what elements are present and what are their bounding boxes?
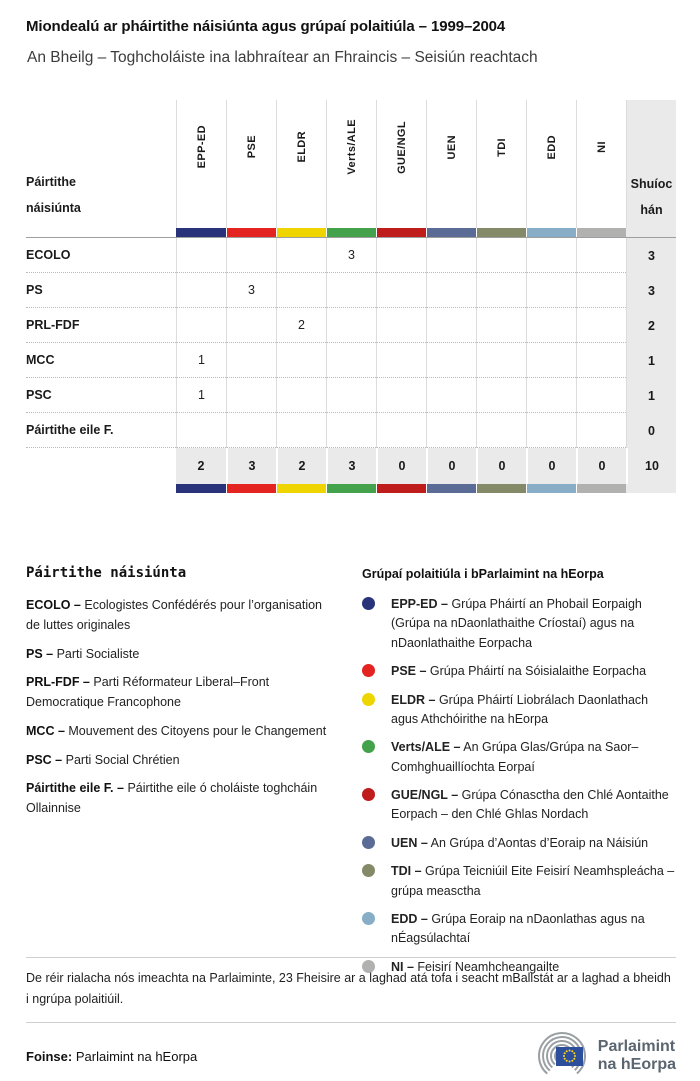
value-cell xyxy=(526,238,576,273)
page-subtitle: An Bheilg – Toghcholáiste ina labhraítear an Fhraincis – Seisiún reachtach xyxy=(27,49,538,66)
party-abbr: ECOLO – xyxy=(26,598,81,612)
party-abbr: Páirtithe eile F. – xyxy=(26,781,124,796)
table-body xyxy=(26,238,676,448)
legend-parties-title: Páirtithe náisiúnta xyxy=(26,565,187,581)
column-header-text: EDD xyxy=(545,134,558,160)
value-cell xyxy=(476,413,526,448)
group-desc: An Grúpa Glas/Grúpa na Saor–Comhghuaillíochta Eorpaí xyxy=(391,740,639,774)
value-cell: 1 xyxy=(176,343,226,378)
column-header-text: ELDR xyxy=(295,131,308,163)
group-total: 2 xyxy=(176,448,226,484)
column-header xyxy=(526,100,576,228)
party-desc: Parti Social Chrétien xyxy=(65,752,180,767)
party-name: ECOLO xyxy=(26,238,176,273)
seats-table xyxy=(26,100,676,493)
group-color-dot-icon xyxy=(362,788,375,801)
value-cell xyxy=(376,378,426,413)
value-cell xyxy=(226,308,276,343)
column-header-text: UEN xyxy=(445,134,458,160)
value-cell xyxy=(426,378,476,413)
value-cell xyxy=(476,273,526,308)
value-cell xyxy=(326,378,376,413)
group-color-bar xyxy=(176,228,226,237)
group-desc: Grúpa Teicniúil Eite Feisirí Neamhspleácha – grúpa measctha xyxy=(391,864,675,898)
page-title: Miondealú ar pháirtithe náisiúnta agus grúpaí polaitiúla – 1999–2004 xyxy=(26,18,506,35)
group-total: 3 xyxy=(226,448,276,484)
party-abbr: MCC – xyxy=(26,723,65,738)
legend-national-parties xyxy=(26,565,338,986)
group-desc: Grúpa Cónasctha den Chlé Aontaithe Eorpach – den Chlé Ghlas Nordach xyxy=(391,788,669,822)
value-cell xyxy=(526,308,576,343)
row-total: 2 xyxy=(626,308,676,343)
group-abbr: TDI – xyxy=(391,864,422,879)
group-total: 3 xyxy=(326,448,376,484)
party-name: PSC xyxy=(26,378,176,413)
party-desc: Parti Réformateur Liberal–Front Democratique Francophone xyxy=(26,675,270,709)
value-cell xyxy=(326,413,376,448)
value-cell xyxy=(576,273,626,308)
row-total: 1 xyxy=(626,378,676,413)
party-legend-item xyxy=(26,751,338,771)
group-abbr: PSE – xyxy=(391,664,427,679)
seats-column-bg xyxy=(626,484,676,493)
group-color-bar xyxy=(476,484,526,493)
european-parliament-logo xyxy=(526,1031,676,1081)
party-desc: Parti Socialiste xyxy=(56,646,140,661)
group-legend-item xyxy=(362,662,676,681)
value-cell xyxy=(276,378,326,413)
value-cell xyxy=(426,413,476,448)
column-header xyxy=(326,100,376,228)
parliament-logo-text: Parlaimint na hEorpa xyxy=(597,1037,676,1074)
value-cell xyxy=(226,413,276,448)
row-total: 3 xyxy=(626,273,676,308)
party-abbr: PS – xyxy=(26,646,54,661)
group-color-bar xyxy=(576,228,626,237)
value-cell xyxy=(576,308,626,343)
group-desc: Grúpa Pháirtí na Sóisialaithe Eorpacha xyxy=(429,664,647,679)
value-cell xyxy=(226,343,276,378)
value-cell xyxy=(426,238,476,273)
group-total: 0 xyxy=(526,448,576,484)
group-total: 0 xyxy=(576,448,626,484)
group-color-dot-icon xyxy=(362,693,375,706)
group-abbr: EDD – xyxy=(391,911,428,926)
group-color-dot-icon xyxy=(362,740,375,753)
value-cell xyxy=(476,343,526,378)
group-desc: An Grúpa d’Aontas d’Eoraip na Náisiún xyxy=(430,835,649,850)
value-cell: 1 xyxy=(176,378,226,413)
group-legend-item xyxy=(362,862,676,901)
row-header-label xyxy=(26,100,176,228)
column-header-text: EPP-ED xyxy=(195,125,208,169)
footnote: De réir rialacha nós imeachta na Parlaiminte, 23 Fheisire ar a laghad atá tofa i seacht mBallstát ar a laghad a bheidh i ngrúpa polaitiúil. xyxy=(26,971,671,1006)
group-color-dot-icon xyxy=(362,836,375,849)
value-cell xyxy=(176,238,226,273)
value-cell xyxy=(326,273,376,308)
value-cell: 3 xyxy=(326,238,376,273)
group-color-bar xyxy=(426,228,476,237)
table-header-row xyxy=(26,100,676,228)
party-name: PS xyxy=(26,273,176,308)
party-abbr: PRL-FDF – xyxy=(26,675,90,690)
table-row xyxy=(26,378,676,413)
value-cell xyxy=(526,413,576,448)
value-cell xyxy=(176,413,226,448)
party-name: MCC xyxy=(26,343,176,378)
group-color-bar xyxy=(426,484,476,493)
party-desc: Mouvement des Citoyens pour le Changement xyxy=(68,723,327,738)
bar-row-spacer xyxy=(26,484,176,493)
row-total: 0 xyxy=(626,413,676,448)
row-header-label-text: Páirtithe náisiúnta xyxy=(26,175,81,215)
value-cell xyxy=(426,273,476,308)
group-color-bar xyxy=(376,228,426,237)
group-color-dot-icon xyxy=(362,597,375,610)
totals-row-spacer xyxy=(26,448,176,484)
divider xyxy=(26,1022,676,1023)
group-abbr: Verts/ALE – xyxy=(391,740,461,755)
column-header xyxy=(276,100,326,228)
value-cell xyxy=(476,238,526,273)
value-cell xyxy=(526,378,576,413)
column-header-text: NI xyxy=(595,141,608,153)
party-legend-item xyxy=(26,645,338,665)
seats-column-bg xyxy=(626,228,676,237)
grand-total: 10 xyxy=(626,448,676,484)
value-cell: 3 xyxy=(226,273,276,308)
group-color-bar-row xyxy=(26,228,676,238)
group-desc: Grúpa Pháirtí Liobrálach Daonlathach agus Athchóirithe na hEorpa xyxy=(391,692,649,726)
source-label: Foinse: xyxy=(26,1048,73,1064)
group-color-bar xyxy=(326,484,376,493)
column-header xyxy=(376,100,426,228)
group-total: 0 xyxy=(426,448,476,484)
seats-column-header xyxy=(626,100,676,228)
column-header xyxy=(176,100,226,228)
value-cell xyxy=(226,378,276,413)
value-cell xyxy=(526,273,576,308)
group-abbr: EPP-ED – xyxy=(391,597,448,611)
value-cell xyxy=(376,238,426,273)
group-desc: Grúpa Eoraip na nDaonlathas agus na nÉagsúlachtaí xyxy=(391,911,645,946)
group-abbr: UEN – xyxy=(391,835,428,850)
value-cell xyxy=(576,343,626,378)
column-header-text: GUE/NGL xyxy=(395,120,408,174)
parliament-hemicycle-icon xyxy=(526,1031,588,1081)
group-legend-item xyxy=(362,738,676,777)
group-color-bar xyxy=(576,484,626,493)
column-header xyxy=(476,100,526,228)
value-cell xyxy=(276,273,326,308)
value-cell xyxy=(376,308,426,343)
group-total: 2 xyxy=(276,448,326,484)
party-name: PRL-FDF xyxy=(26,308,176,343)
group-total: 0 xyxy=(476,448,526,484)
value-cell xyxy=(326,308,376,343)
group-abbr: NI – xyxy=(391,959,414,974)
source-line xyxy=(26,1049,197,1064)
value-cell xyxy=(176,308,226,343)
legend xyxy=(26,565,676,986)
value-cell xyxy=(226,238,276,273)
group-color-bar xyxy=(226,228,276,237)
divider xyxy=(26,957,676,958)
group-legend-item xyxy=(362,786,676,825)
column-header xyxy=(226,100,276,228)
value-cell xyxy=(376,273,426,308)
table-row xyxy=(26,308,676,343)
group-legend-item xyxy=(362,910,676,949)
party-desc: Páirtithe eile ó choláiste toghcháin Ollainnise xyxy=(26,781,318,815)
group-desc: Grúpa Pháirtí an Phobail Eorpaigh (Grúpa na nDaonlathaithe Críostaí) agus na nDaonlathaithe Eorpacha xyxy=(391,597,642,650)
value-cell xyxy=(426,308,476,343)
table-totals-row xyxy=(26,448,676,484)
group-color-bar xyxy=(226,484,276,493)
group-legend-item xyxy=(362,595,676,653)
group-color-bar xyxy=(176,484,226,493)
value-cell xyxy=(576,413,626,448)
value-cell xyxy=(576,238,626,273)
seats-column-header-text: Shuíochán xyxy=(630,177,673,217)
table-row xyxy=(26,413,676,448)
group-color-bar xyxy=(526,228,576,237)
group-abbr: GUE/NGL – xyxy=(391,788,459,802)
value-cell xyxy=(476,378,526,413)
value-cell xyxy=(276,238,326,273)
value-cell xyxy=(276,413,326,448)
group-color-bar xyxy=(376,484,426,493)
row-total: 1 xyxy=(626,343,676,378)
column-header-text: PSE xyxy=(245,135,258,159)
value-cell xyxy=(276,343,326,378)
legend-groups-title: Grúpaí polaitiúla i bParlaimint na hEorpa xyxy=(362,567,604,581)
group-color-bar xyxy=(276,484,326,493)
column-header-text: Verts/ALE xyxy=(345,119,358,175)
party-name: Páirtithe eile F. xyxy=(26,413,176,448)
group-color-bar xyxy=(526,484,576,493)
value-cell xyxy=(576,378,626,413)
footer xyxy=(26,957,676,1081)
value-cell: 2 xyxy=(276,308,326,343)
group-color-bar-row-bottom xyxy=(26,484,676,493)
column-header-text: TDI xyxy=(495,137,508,157)
group-color-bar xyxy=(326,228,376,237)
group-color-bar xyxy=(276,228,326,237)
group-color-bar xyxy=(476,228,526,237)
source-value: Parlaimint na hEorpa xyxy=(72,1048,198,1064)
row-total: 3 xyxy=(626,238,676,273)
table-row xyxy=(26,343,676,378)
value-cell xyxy=(426,343,476,378)
group-desc: Feisirí Neamhcheangailte xyxy=(417,959,560,974)
bar-row-spacer xyxy=(26,228,176,237)
table-row xyxy=(26,238,676,273)
column-header xyxy=(576,100,626,228)
column-header xyxy=(426,100,476,228)
legend-political-groups xyxy=(362,565,676,986)
group-legend-item xyxy=(362,834,676,853)
party-abbr: PSC – xyxy=(26,752,63,767)
value-cell xyxy=(176,273,226,308)
group-color-dot-icon xyxy=(362,912,375,925)
value-cell xyxy=(476,308,526,343)
party-legend-item xyxy=(26,779,338,819)
group-color-dot-icon xyxy=(362,864,375,877)
group-total: 0 xyxy=(376,448,426,484)
value-cell xyxy=(326,343,376,378)
value-cell xyxy=(526,343,576,378)
group-abbr: ELDR – xyxy=(391,692,436,707)
value-cell xyxy=(376,413,426,448)
party-legend-item xyxy=(26,596,338,636)
table-row xyxy=(26,273,676,308)
group-legend-item xyxy=(362,691,676,730)
value-cell xyxy=(376,343,426,378)
party-legend-item xyxy=(26,673,338,713)
party-desc: Ecologistes Confédérés pour l’organisation de luttes originales xyxy=(26,598,322,632)
group-color-dot-icon xyxy=(362,664,375,677)
party-legend-item xyxy=(26,722,338,742)
